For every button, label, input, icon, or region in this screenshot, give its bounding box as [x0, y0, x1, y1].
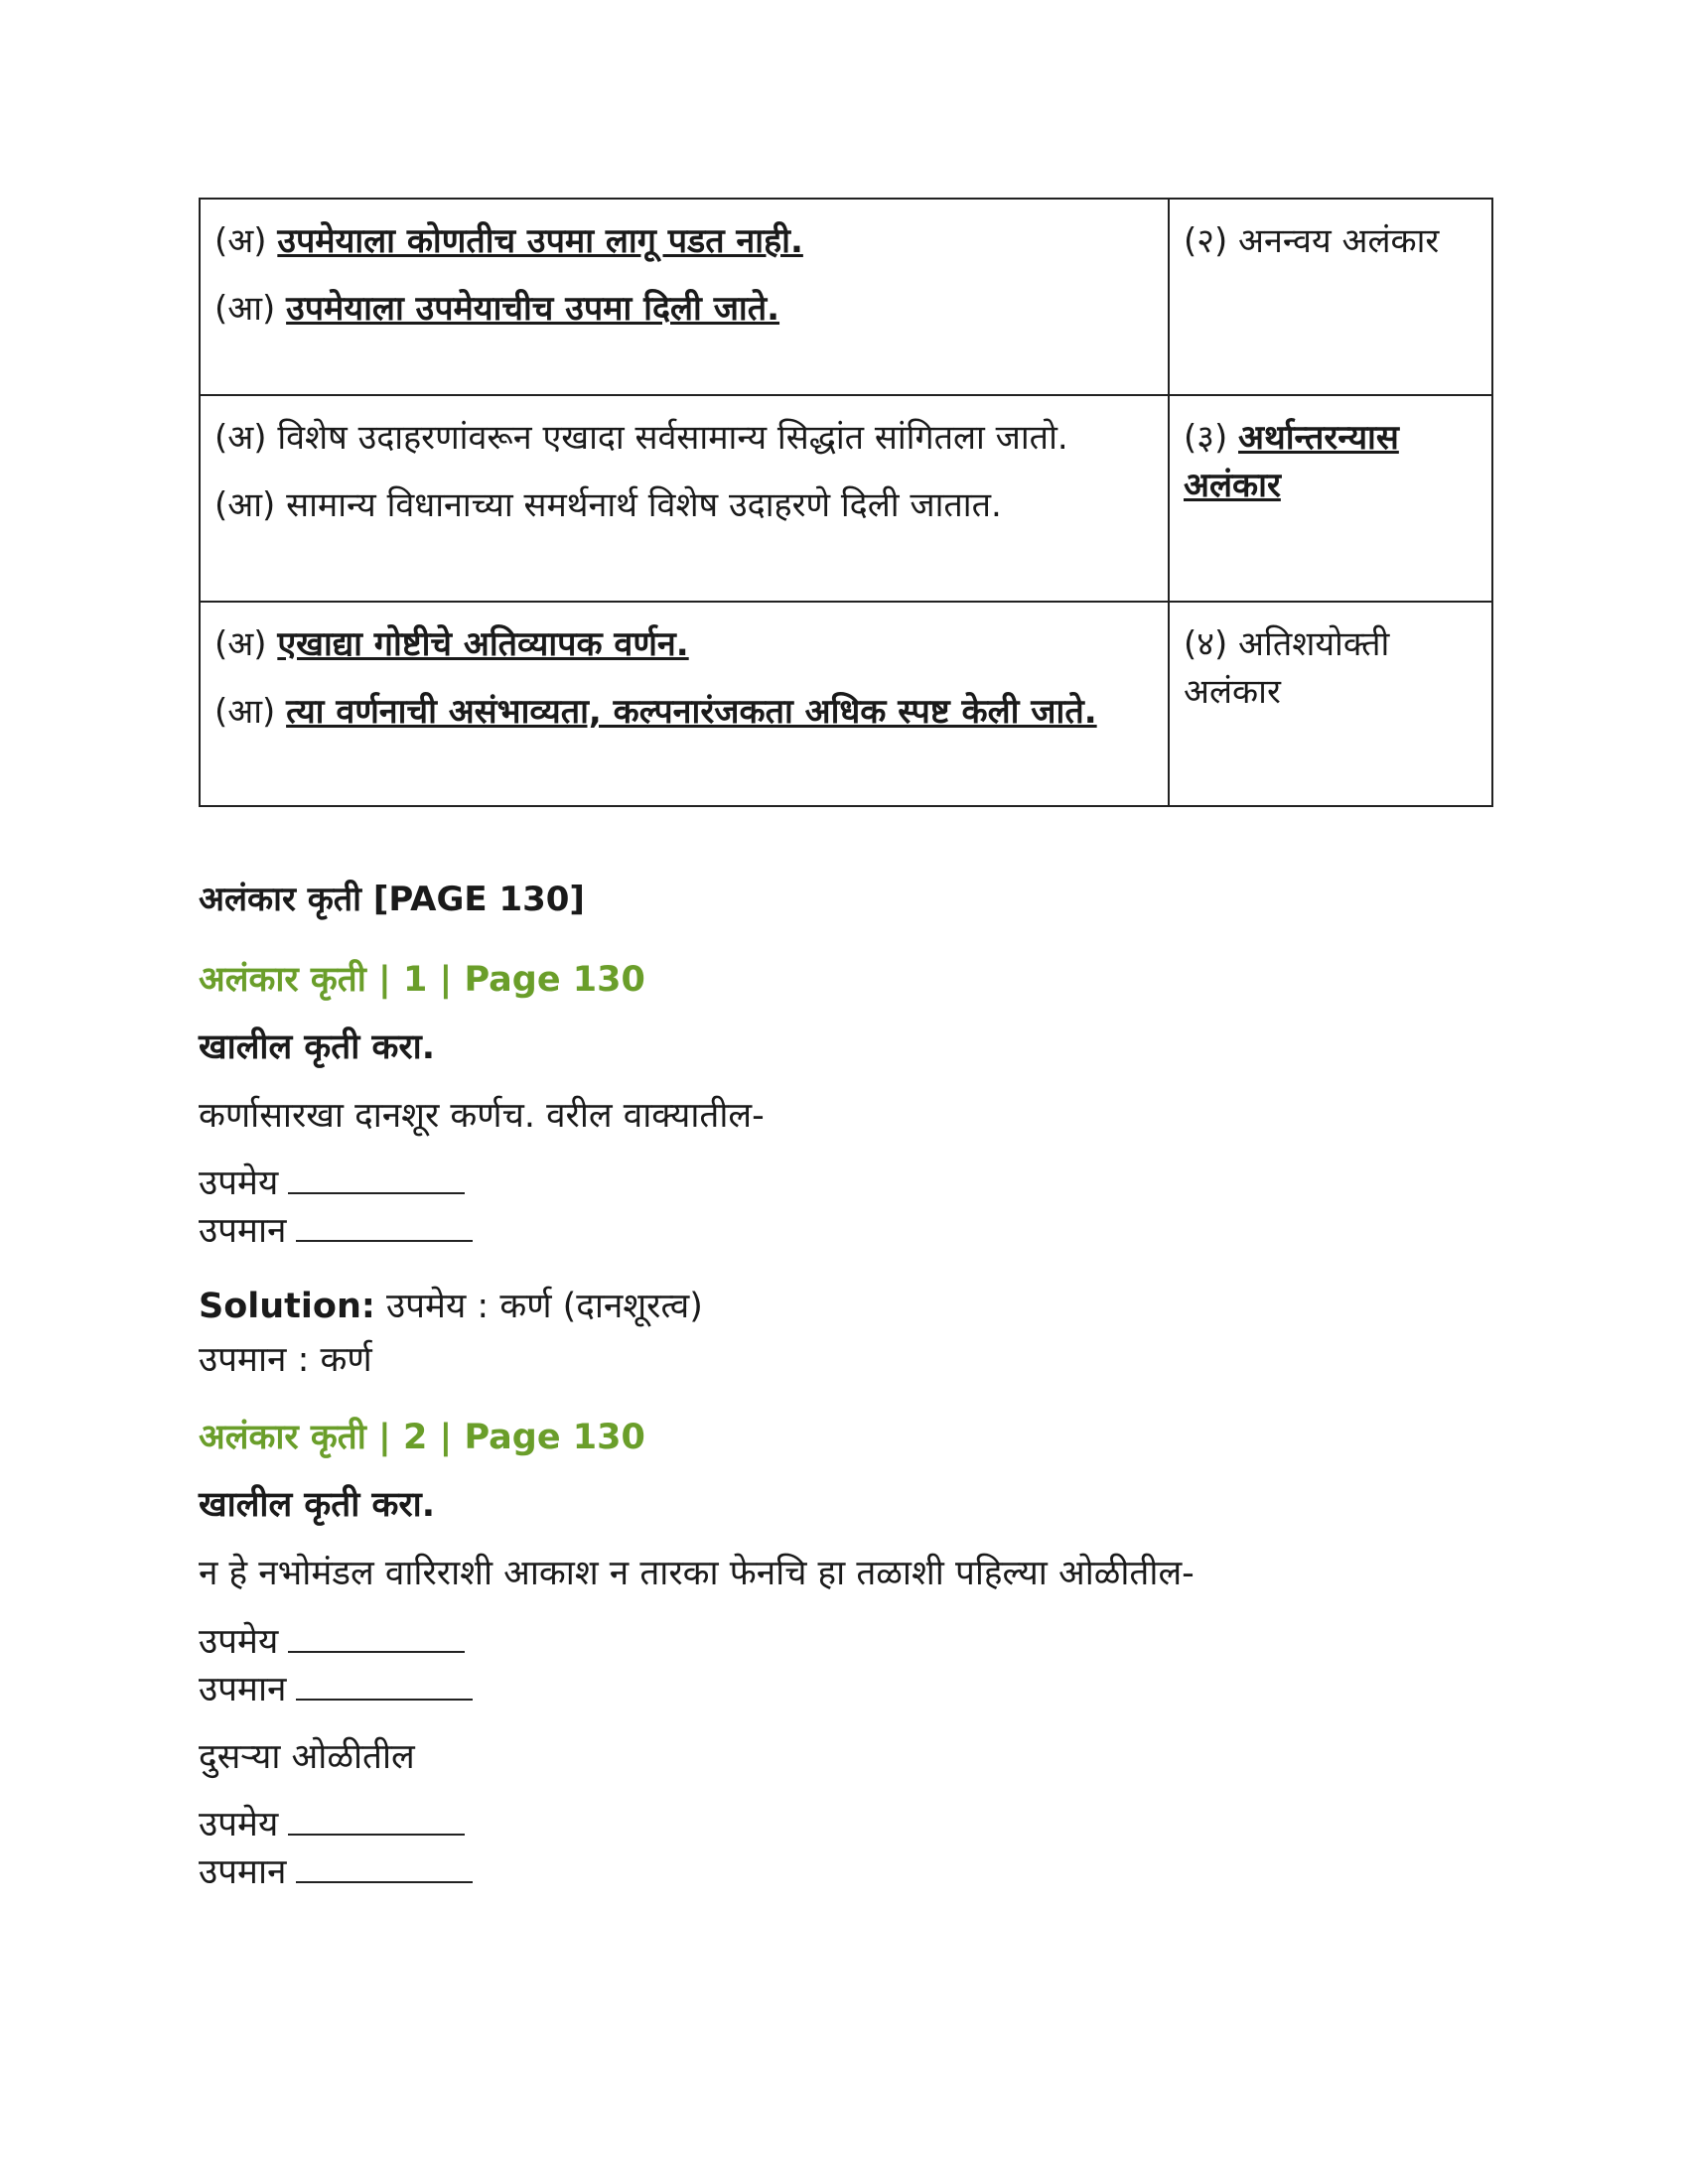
description-cell	[200, 199, 1169, 395]
answer-blank	[296, 1851, 473, 1883]
answer-text: एखाद्या गोष्टीचे अतिव्यापक वर्णन.	[277, 624, 689, 664]
section-title: अलंकार कृती [PAGE 130]	[199, 880, 585, 919]
alankar-name: अनन्वय अलंकार	[1238, 221, 1440, 261]
blank-line: उपमेय	[199, 1801, 1489, 1848]
matching-table	[199, 198, 1493, 807]
blank-line: उपमान	[199, 1666, 1489, 1713]
alankar-name: अतिशयोक्ती अलंकार	[1184, 624, 1390, 712]
description-b: (आ) उपमेयाला उपमेयाचीच उपमा दिली जाते.	[214, 289, 780, 329]
solution-label: Solution:	[199, 1287, 375, 1326]
description-b: (आ) त्या वर्णनाची असंभाव्यता, कल्पनारंजकता अधिक स्पष्ट केली जाते.	[214, 692, 1097, 732]
answer-text: अर्थान्तरन्यास अलंकार	[1184, 418, 1399, 505]
question-text: दुसऱ्या ओळीतील	[199, 1737, 415, 1777]
question-text: कर्णासारखा दानशूर कर्णच. वरील वाक्यातील-	[199, 1096, 765, 1136]
description-a: (अ) विशेष उदाहरणांवरून एखादा सर्वसामान्य सिद्धांत सांगितला जातो.	[214, 418, 1068, 458]
solution-line: Solution: उपमेय : कर्ण (दानशूरत्व)	[199, 1287, 703, 1326]
answer-blank	[288, 1804, 465, 1836]
table-row	[200, 199, 1492, 395]
blank-line: उपमेय	[199, 1160, 1489, 1207]
table-row	[200, 395, 1492, 602]
answer-text: त्या वर्णनाची असंभाव्यता, कल्पनारंजकता अधिक स्पष्ट केली जाते.	[286, 692, 1097, 732]
answer-blank	[296, 1210, 473, 1242]
blank-line: उपमान	[199, 1848, 1489, 1896]
alankar-cell: (४) अतिशयोक्ती अलंकार	[1169, 602, 1492, 806]
description-cell	[200, 602, 1169, 806]
answer-text: उपमेयाला उपमेयाचीच उपमा दिली जाते.	[286, 289, 780, 329]
question-text: न हे नभोमंडल वारिराशी आकाश न तारका फेनचि हा तळाशी पहिल्या ओळीतील-	[199, 1554, 1195, 1593]
answer-blank	[296, 1669, 473, 1701]
alankar-cell: (३) अर्थान्तरन्यास अलंकार	[1169, 395, 1492, 602]
alankar-cell: (२) अनन्वय अलंकार	[1169, 199, 1492, 395]
blank-line: उपमेय	[199, 1618, 1489, 1666]
answer-text: उपमेयाला कोणतीच उपमा लागू पडत नाही.	[277, 221, 803, 261]
question-instruction: खालील कृती करा.	[199, 1485, 436, 1525]
question-instruction: खालील कृती करा.	[199, 1027, 436, 1067]
table-row	[200, 602, 1492, 806]
answer-blank	[288, 1621, 465, 1653]
question-heading: अलंकार कृती | 2 | Page 130	[199, 1418, 645, 1457]
description-a: (अ) एखाद्या गोष्टीचे अतिव्यापक वर्णन.	[214, 624, 689, 664]
description-a: (अ) उपमेयाला कोणतीच उपमा लागू पडत नाही.	[214, 221, 803, 261]
description-b: (आ) सामान्य विधानाच्या समर्थनार्थ विशेष उदाहरणे दिली जातात.	[214, 485, 1002, 525]
blank-line: उपमान	[199, 1207, 1489, 1255]
description-cell	[200, 395, 1169, 602]
answer-blank	[288, 1162, 465, 1194]
solution-line: उपमान : कर्ण	[199, 1340, 372, 1380]
question-heading: अलंकार कृती | 1 | Page 130	[199, 960, 645, 1000]
